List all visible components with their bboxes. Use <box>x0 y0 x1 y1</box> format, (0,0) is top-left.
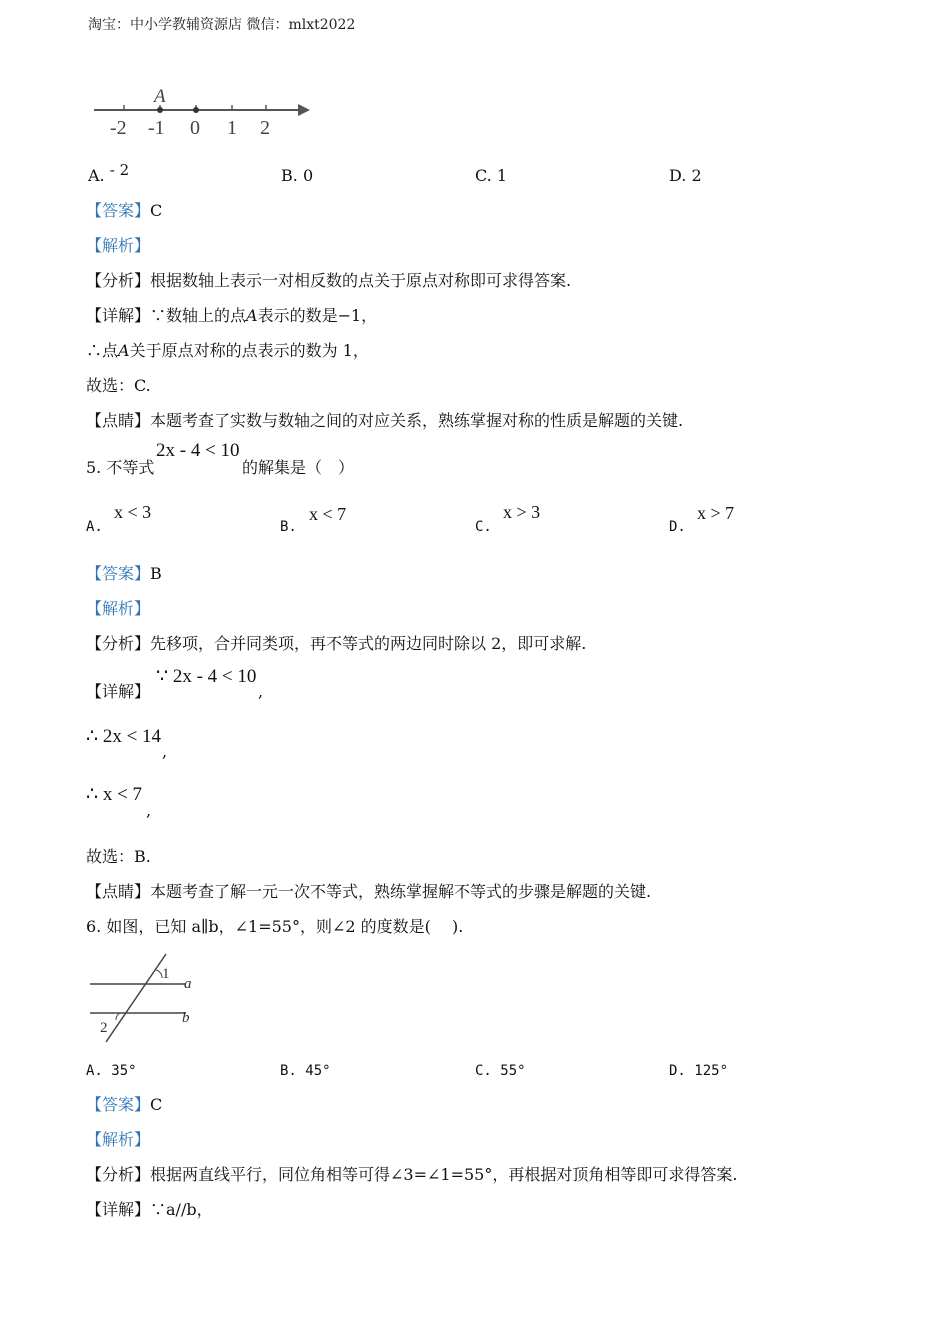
transversal <box>106 954 166 1042</box>
q4-option-c: C. 1 <box>475 166 508 185</box>
q5-comment: 【点睛】本题考查了解一元一次不等式，熟练掌握解不等式的步骤是解题的关键. <box>86 882 652 901</box>
tick-label: 1 <box>227 117 237 139</box>
q5-step-1: ∵ 2x - 4 < 10 <box>156 666 257 687</box>
q5-option-d-value: x > 7 <box>697 503 735 523</box>
q6-analysis-tag: 【解析】 <box>86 1130 151 1149</box>
angle-2-label: 2 <box>100 1020 108 1036</box>
q5-stem-b: 的解集是（ ） <box>242 458 355 477</box>
q4-answer: 【答案】C <box>86 201 163 220</box>
q5-option-b-letter: B. <box>280 519 297 535</box>
q5-option-a-letter: A. <box>86 519 103 535</box>
q5-option-c-value: x > 3 <box>503 502 541 522</box>
number-line-figure <box>88 82 318 142</box>
origin-dot <box>193 107 199 113</box>
q4-detail-2: ∴点A关于原点对称的点表示的数为 1， <box>86 341 369 360</box>
q5-comma-1: , <box>258 682 264 701</box>
line-a-label: a <box>184 976 192 992</box>
q4-option-a: A. - 2 <box>88 161 130 185</box>
q5-step-3: ∴ x < 7 <box>86 784 143 805</box>
q5-fenxi: 【分析】先移项，合并同类项，再不等式的两边同时除以 2，即可求解. <box>86 634 587 653</box>
angle-1-label: 1 <box>162 966 170 982</box>
q4-detail-1: 【详解】∵数轴上的点A表示的数是−1， <box>86 306 378 325</box>
q5-option-d-letter: D. <box>669 519 686 535</box>
tick-label: 2 <box>260 117 270 139</box>
q5-stem-a: 5. 不等式 <box>86 458 155 477</box>
point-a-dot <box>157 107 163 113</box>
q5-inequality: 2x - 4 < 10 <box>156 440 240 461</box>
q5-choose: 故选：B. <box>86 847 151 866</box>
q6-option-b: B. 45° <box>280 1063 331 1079</box>
q6-option-a: A. 35° <box>86 1063 137 1079</box>
q5-detail-tag: 【详解】 <box>86 682 151 701</box>
q4-option-b: B. 0 <box>281 166 314 185</box>
q5-analysis-tag: 【解析】 <box>86 599 151 618</box>
point-a-label: A <box>154 86 166 107</box>
q5-option-a-value: x < 3 <box>114 502 152 522</box>
q4-choose: 故选：C. <box>86 376 151 395</box>
q5-comma-2: , <box>162 742 168 761</box>
q4-option-d: D. 2 <box>669 166 702 185</box>
q6-stem: 6. 如图，已知 a∥b，∠1=55°，则∠2 的度数是( ). <box>86 917 464 936</box>
line-b-label: b <box>182 1010 190 1026</box>
tick-label: 0 <box>190 117 200 139</box>
parallel-lines-figure <box>86 950 206 1050</box>
tick-label: -2 <box>110 117 127 139</box>
q6-option-d: D. 125° <box>669 1063 729 1079</box>
q5-option-b-value: x < 7 <box>309 504 347 524</box>
q4-comment: 【点睛】本题考查了实数与数轴之间的对应关系，熟练掌握对称的性质是解题的关键. <box>86 411 684 430</box>
q6-option-c: C. 55° <box>475 1063 526 1079</box>
q5-answer: 【答案】B <box>86 564 162 583</box>
q6-answer: 【答案】C <box>86 1095 163 1114</box>
q5-step-2: ∴ 2x < 14 <box>86 726 162 747</box>
q5-comma-3: , <box>146 801 152 820</box>
tick-label: -1 <box>148 117 165 139</box>
q5-option-c-letter: C. <box>475 519 492 535</box>
angle-2-arc <box>116 1013 120 1020</box>
page-header: 淘宝：中小学教辅资源店 微信：mlxt2022 <box>88 17 356 33</box>
q4-analysis-tag: 【解析】 <box>86 236 151 255</box>
q6-fenxi: 【分析】根据两直线平行，同位角相等可得∠3=∠1=55°，再根据对顶角相等即可求得答案. <box>86 1165 738 1184</box>
q6-detail: 【详解】∵a//b， <box>86 1200 213 1219</box>
q4-fenxi: 【分析】根据数轴上表示一对相反数的点关于原点对称即可求得答案. <box>86 271 572 290</box>
